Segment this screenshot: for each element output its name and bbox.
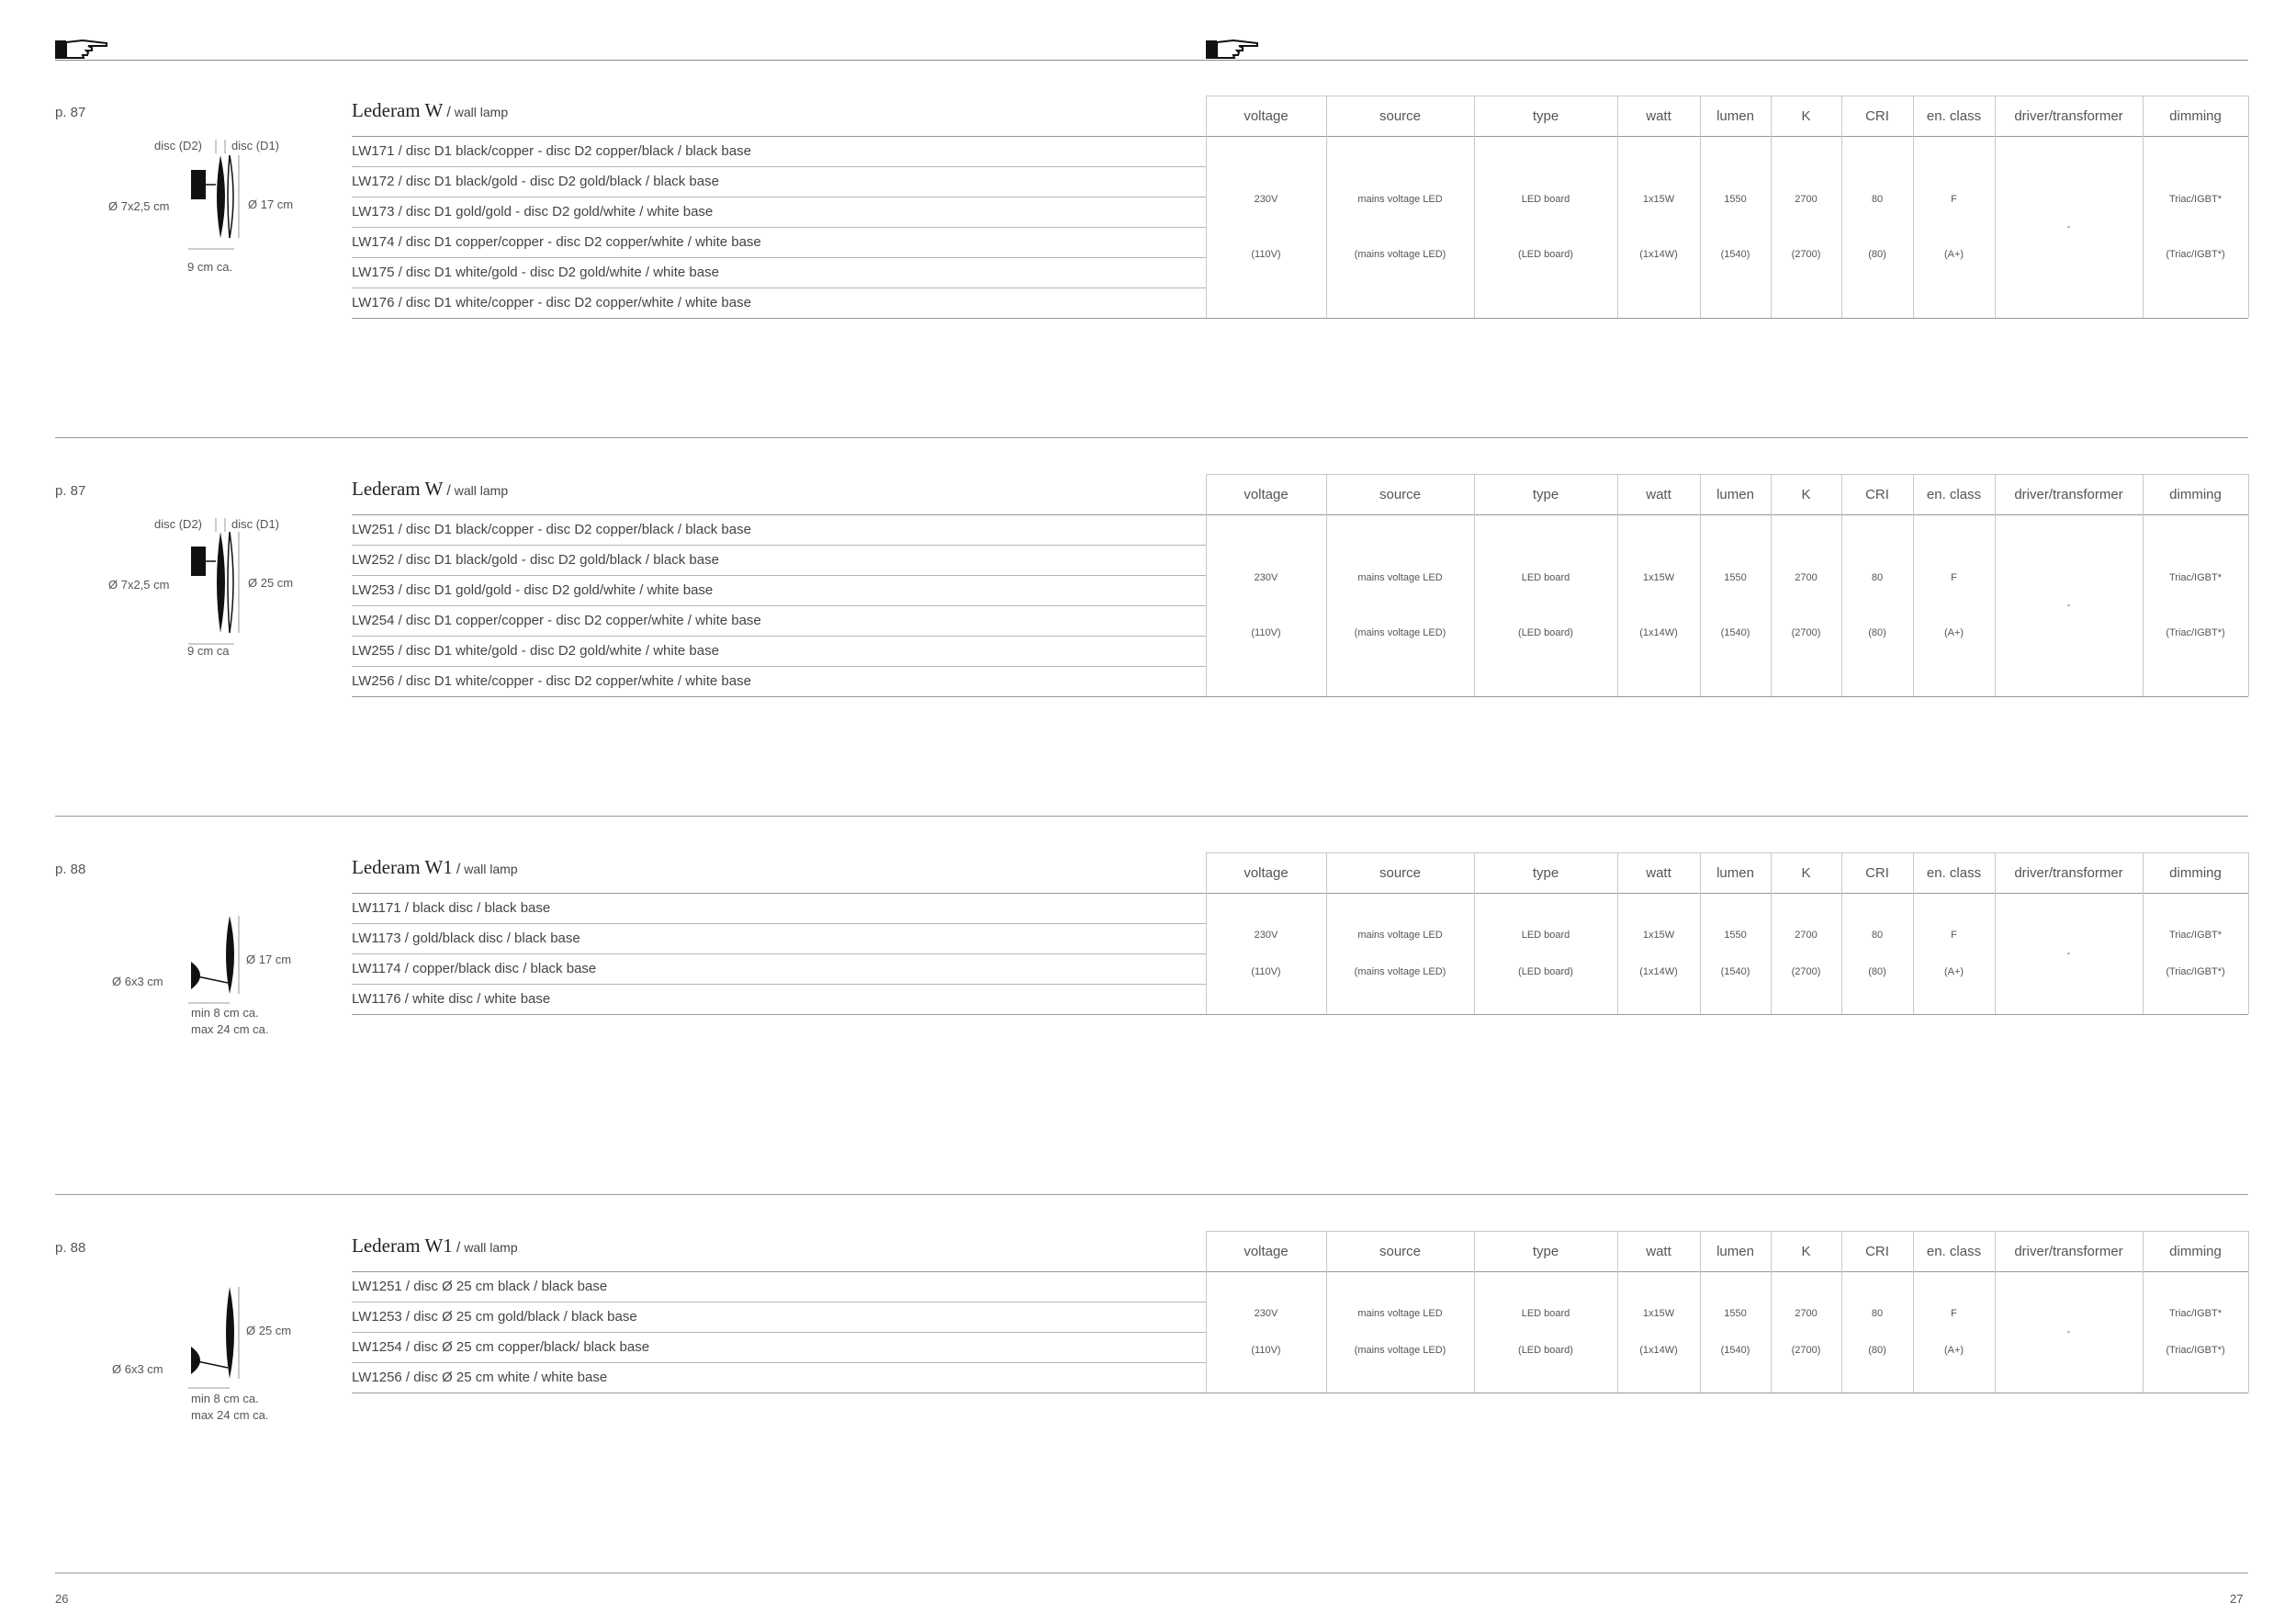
spec-value: mains voltage LED — [1357, 572, 1443, 584]
spec-value-alt: (1540) — [1720, 965, 1750, 977]
product-subtitle: wall lamp — [454, 105, 509, 119]
spec-value: 1x15W — [1642, 1308, 1675, 1320]
lamp-drawing — [92, 513, 312, 688]
spec-value-alt: (80) — [1868, 626, 1886, 638]
spec-value: F — [1951, 930, 1957, 942]
model-row-divider — [352, 227, 1206, 228]
model-row-divider — [352, 666, 1206, 667]
disc-dimension-label: Ø 17 cm — [248, 197, 294, 211]
depth-max-label: max 24 cm ca. — [191, 1408, 269, 1422]
spec-value: 2700 — [1795, 194, 1818, 206]
column-header: dimming — [2169, 107, 2222, 124]
pointing-hand-icon — [55, 35, 108, 61]
lamp-dimension-diagram — [92, 892, 312, 1066]
spec-value-alt: (A+) — [1943, 248, 1964, 260]
disc-d1-label: disc (D1) — [231, 139, 280, 152]
column-header: driver/transformer — [2014, 107, 2123, 124]
depth-min-label: min 8 cm ca. — [191, 1006, 259, 1020]
spec-value: LED board — [1521, 194, 1570, 206]
column-header: voltage — [1244, 1243, 1289, 1259]
table-header-line — [352, 893, 2248, 894]
page-reference: p. 88 — [55, 1240, 86, 1256]
page-reference: p. 87 — [55, 105, 86, 120]
model-row: LW253 / disc D1 gold/gold - disc D2 gold/white / white base — [352, 582, 714, 598]
spec-value: 1550 — [1724, 930, 1747, 942]
spec-value-alt: (Triac/IGBT*) — [2166, 626, 2225, 638]
spec-value-alt: (1x14W) — [1639, 248, 1678, 260]
model-row: LW1251 / disc Ø 25 cm black / black base — [352, 1279, 608, 1294]
spec-value-alt: (110V) — [1251, 626, 1281, 638]
model-row: LW252 / disc D1 black/gold - disc D2 gold/black / black base — [352, 552, 719, 568]
product-title — [352, 856, 518, 879]
column-header: voltage — [1244, 107, 1289, 124]
spec-value-alt: (1540) — [1720, 1344, 1750, 1356]
column-header: lumen — [1716, 1243, 1754, 1259]
column-header: K — [1801, 107, 1811, 124]
spec-value-alt: (1540) — [1720, 626, 1750, 638]
spec-value-alt: (LED board) — [1518, 248, 1573, 260]
column-header: type — [1532, 1243, 1559, 1259]
spec-value-alt: (mains voltage LED) — [1354, 1344, 1446, 1356]
model-row: LW1173 / gold/black disc / black base — [352, 930, 580, 946]
spec-value: 2700 — [1795, 1308, 1818, 1320]
spec-value: F — [1951, 572, 1957, 584]
spec-value-alt: (A+) — [1943, 1344, 1964, 1356]
spec-value-alt: (2700) — [1791, 965, 1821, 977]
table-bottom-line — [352, 1014, 2248, 1015]
column-header: K — [1801, 1243, 1811, 1259]
column-header: CRI — [1865, 107, 1889, 124]
model-row-divider — [352, 605, 1206, 606]
model-row-divider — [352, 166, 1206, 167]
column-header: type — [1532, 486, 1559, 502]
model-row: LW1254 / disc Ø 25 cm copper/black/ black base — [352, 1339, 650, 1355]
product-subtitle: wall lamp — [464, 862, 518, 876]
column-header: source — [1379, 107, 1422, 124]
spec-value-alt: (1x14W) — [1639, 965, 1678, 977]
spec-value-alt: (110V) — [1251, 965, 1281, 977]
driver-value: - — [2066, 600, 2071, 611]
spec-value-alt: (LED board) — [1518, 626, 1573, 638]
column-header: watt — [1646, 486, 1671, 502]
spec-value-alt: (80) — [1868, 965, 1886, 977]
lamp-dimension-diagram — [92, 135, 312, 310]
table-bottom-line — [352, 318, 2248, 319]
spec-value-alt: (80) — [1868, 248, 1886, 260]
spec-value-alt: (mains voltage LED) — [1354, 626, 1446, 638]
product-name: Lederam W1 — [352, 1235, 453, 1257]
column-header: source — [1379, 486, 1422, 502]
column-separator — [1995, 474, 1996, 696]
column-header: driver/transformer — [2014, 486, 2123, 502]
column-header: CRI — [1865, 1243, 1889, 1259]
spec-value-alt: (1540) — [1720, 248, 1750, 260]
column-header: source — [1379, 864, 1422, 881]
driver-value: - — [2066, 221, 2071, 232]
spec-value-alt: (110V) — [1251, 248, 1281, 260]
column-header: en. class — [1926, 1243, 1982, 1259]
disc-d2-label: disc (D2) — [154, 139, 203, 152]
disc-dimension-label: Ø 25 cm — [248, 576, 294, 590]
model-row: LW172 / disc D1 black/gold - disc D2 gold/black / black base — [352, 174, 719, 189]
column-header: watt — [1646, 107, 1671, 124]
spec-value: mains voltage LED — [1357, 194, 1443, 206]
lamp-dimension-diagram — [92, 513, 312, 688]
spec-value: mains voltage LED — [1357, 1308, 1443, 1320]
title-separator: / — [456, 1240, 461, 1256]
spec-value: 1550 — [1724, 1308, 1747, 1320]
spec-value: 230V — [1254, 930, 1278, 942]
spec-value: 230V — [1254, 572, 1278, 584]
spec-value-alt: (2700) — [1791, 626, 1821, 638]
spec-value: LED board — [1521, 930, 1570, 942]
spec-value: Triac/IGBT* — [2168, 194, 2223, 206]
model-row-divider — [352, 257, 1206, 258]
model-row: LW171 / disc D1 black/copper - disc D2 copper/black / black base — [352, 143, 751, 159]
page-number-left: 26 — [55, 1592, 69, 1606]
model-row: LW1174 / copper/black disc / black base — [352, 961, 597, 976]
column-header: en. class — [1926, 107, 1982, 124]
section-divider — [55, 816, 2248, 817]
header-rule — [55, 60, 2248, 61]
product-name: Lederam W — [352, 99, 444, 121]
column-header: lumen — [1716, 107, 1754, 124]
model-row-divider — [352, 545, 1206, 546]
page-reference: p. 87 — [55, 483, 86, 499]
column-header: CRI — [1865, 864, 1889, 881]
spec-value-alt: (80) — [1868, 1344, 1886, 1356]
column-header: type — [1532, 107, 1559, 124]
depth-label: 9 cm ca — [187, 644, 230, 658]
product-title — [352, 478, 508, 501]
depth-max-label: max 24 cm ca. — [191, 1022, 269, 1036]
model-row: LW1176 / white disc / white base — [352, 991, 551, 1007]
product-title — [352, 99, 508, 122]
column-header: voltage — [1244, 864, 1289, 881]
spec-value-alt: (1x14W) — [1639, 626, 1678, 638]
table-header-line — [352, 136, 2248, 137]
column-header: K — [1801, 864, 1811, 881]
product-subtitle: wall lamp — [454, 483, 509, 498]
spec-value-alt: (2700) — [1791, 248, 1821, 260]
spec-value: 1550 — [1724, 572, 1747, 584]
column-separator — [1995, 96, 1996, 318]
model-row-divider — [352, 636, 1206, 637]
model-row-divider — [352, 984, 1206, 985]
spec-value: 80 — [1871, 1308, 1884, 1320]
spec-value: Triac/IGBT* — [2168, 1308, 2223, 1320]
base-dimension-label: Ø 7x2,5 cm — [108, 578, 170, 592]
lamp-drawing — [92, 135, 312, 310]
page-reference: p. 88 — [55, 862, 86, 877]
spec-value-alt: (Triac/IGBT*) — [2166, 1344, 2225, 1356]
spec-value: 2700 — [1795, 930, 1818, 942]
column-header: watt — [1646, 864, 1671, 881]
spec-value: 1550 — [1724, 194, 1747, 206]
column-header: driver/transformer — [2014, 864, 2123, 881]
disc-d2-label: disc (D2) — [154, 517, 203, 531]
spec-value-alt: (LED board) — [1518, 1344, 1573, 1356]
model-row: LW174 / disc D1 copper/copper - disc D2 copper/white / white base — [352, 234, 761, 250]
product-title — [352, 1235, 518, 1257]
page-number-right: 27 — [2230, 1592, 2244, 1606]
spec-value-alt: (mains voltage LED) — [1354, 248, 1446, 260]
column-header: dimming — [2169, 1243, 2222, 1259]
spec-value: LED board — [1521, 572, 1570, 584]
table-header-line — [352, 1271, 2248, 1272]
spec-value: F — [1951, 194, 1957, 206]
model-row-divider — [352, 953, 1206, 954]
column-header: lumen — [1716, 486, 1754, 502]
model-row: LW255 / disc D1 white/gold - disc D2 gold/white / white base — [352, 643, 719, 659]
model-row: LW256 / disc D1 white/copper - disc D2 copper/white / white base — [352, 673, 751, 689]
column-header: K — [1801, 486, 1811, 502]
column-separator — [1995, 852, 1996, 1014]
model-row-divider — [352, 923, 1206, 924]
column-header: en. class — [1926, 486, 1982, 502]
spec-value-alt: (2700) — [1791, 1344, 1821, 1356]
depth-label: 9 cm ca. — [187, 260, 233, 274]
column-separator — [2248, 96, 2249, 318]
model-row: LW1171 / black disc / black base — [352, 900, 551, 916]
model-row: LW173 / disc D1 gold/gold - disc D2 gold/white / white base — [352, 204, 714, 220]
model-row-divider — [352, 1302, 1206, 1303]
spec-value-alt: (1x14W) — [1639, 1344, 1678, 1356]
spec-value: LED board — [1521, 1308, 1570, 1320]
column-header: dimming — [2169, 864, 2222, 881]
spec-value: Triac/IGBT* — [2168, 572, 2223, 584]
table-header-line — [352, 514, 2248, 515]
model-row: LW254 / disc D1 copper/copper - disc D2 copper/white / white base — [352, 613, 761, 628]
spec-value: 2700 — [1795, 572, 1818, 584]
column-separator — [1995, 1231, 1996, 1393]
section-divider — [55, 1194, 2248, 1195]
driver-value: - — [2066, 948, 2071, 959]
column-header: dimming — [2169, 486, 2222, 502]
column-separator — [2248, 1231, 2249, 1393]
model-row-divider — [352, 1362, 1206, 1363]
base-dimension-label: Ø 6x3 cm — [112, 1362, 163, 1376]
disc-dimension-label: Ø 25 cm — [246, 1324, 292, 1337]
pointing-hand-icon — [1206, 35, 1259, 61]
spec-value: 1x15W — [1642, 930, 1675, 942]
depth-min-label: min 8 cm ca. — [191, 1392, 259, 1405]
spec-value-alt: (Triac/IGBT*) — [2166, 965, 2225, 977]
product-subtitle: wall lamp — [464, 1240, 518, 1255]
disc-d1-label: disc (D1) — [231, 517, 280, 531]
column-header: CRI — [1865, 486, 1889, 502]
column-header: voltage — [1244, 486, 1289, 502]
column-separator — [2248, 474, 2249, 696]
base-dimension-label: Ø 6x3 cm — [112, 975, 163, 988]
title-separator: / — [446, 483, 451, 499]
model-row: LW175 / disc D1 white/gold - disc D2 gold/white / white base — [352, 265, 719, 280]
model-row: LW1253 / disc Ø 25 cm gold/black / black base — [352, 1309, 637, 1325]
column-header: source — [1379, 1243, 1422, 1259]
column-separator — [2248, 852, 2249, 1014]
model-row-divider — [352, 1332, 1206, 1333]
model-row: LW251 / disc D1 black/copper - disc D2 copper/black / black base — [352, 522, 751, 537]
product-name: Lederam W — [352, 478, 444, 500]
spec-value: 1x15W — [1642, 572, 1675, 584]
base-dimension-label: Ø 7x2,5 cm — [108, 199, 170, 213]
spec-value: 230V — [1254, 194, 1278, 206]
spec-value: 80 — [1871, 194, 1884, 206]
column-header: en. class — [1926, 864, 1982, 881]
title-separator: / — [456, 862, 461, 877]
spec-value-alt: (mains voltage LED) — [1354, 965, 1446, 977]
spec-value: 80 — [1871, 930, 1884, 942]
lamp-dimension-diagram — [92, 1270, 312, 1445]
table-bottom-line — [352, 696, 2248, 697]
column-header: lumen — [1716, 864, 1754, 881]
disc-dimension-label: Ø 17 cm — [246, 953, 292, 966]
spec-value-alt: (Triac/IGBT*) — [2166, 248, 2225, 260]
spec-value: mains voltage LED — [1357, 930, 1443, 942]
column-header: driver/transformer — [2014, 1243, 2123, 1259]
spec-value: Triac/IGBT* — [2168, 930, 2223, 942]
spec-value-alt: (110V) — [1251, 1344, 1281, 1356]
model-row: LW1256 / disc Ø 25 cm white / white base — [352, 1370, 608, 1385]
spec-value: F — [1951, 1308, 1957, 1320]
spec-value: 1x15W — [1642, 194, 1675, 206]
model-row: LW176 / disc D1 white/copper - disc D2 copper/white / white base — [352, 295, 751, 310]
spec-value: 80 — [1871, 572, 1884, 584]
product-name: Lederam W1 — [352, 856, 453, 878]
spec-value: 230V — [1254, 1308, 1278, 1320]
driver-value: - — [2066, 1326, 2071, 1337]
column-header: watt — [1646, 1243, 1671, 1259]
title-separator: / — [446, 105, 451, 120]
spec-value-alt: (LED board) — [1518, 965, 1573, 977]
model-row-divider — [352, 575, 1206, 576]
spec-value-alt: (A+) — [1943, 626, 1964, 638]
section-divider — [55, 437, 2248, 438]
spec-value-alt: (A+) — [1943, 965, 1964, 977]
column-header: type — [1532, 864, 1559, 881]
